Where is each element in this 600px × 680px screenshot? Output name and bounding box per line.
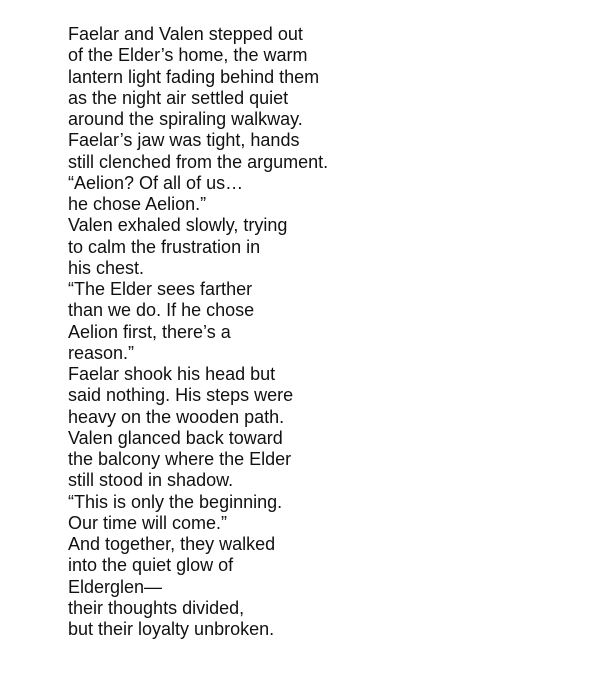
text-line: Valen exhaled slowly, trying <box>68 215 288 236</box>
text-line: Elderglen— <box>68 576 163 597</box>
text-line: said nothing. His steps were <box>68 385 294 406</box>
text-line: heavy on the wooden path. <box>68 406 285 427</box>
text-line: of the Elder’s home, the warm <box>68 45 308 66</box>
text-line: Faelar and Valen stepped out <box>68 24 303 44</box>
text-line: Valen glanced back toward <box>68 427 283 448</box>
text-line: but their loyalty unbroken. <box>68 619 275 639</box>
text-line: still clenched from the argument. <box>68 151 329 172</box>
text-line: And together, they walked <box>68 534 276 554</box>
text-line: “This is only the beginning. <box>68 491 283 512</box>
text-line: his chest. <box>68 257 145 278</box>
text-line: still stood in shadow. <box>68 470 234 491</box>
text-line: Our time will come.” <box>68 512 228 533</box>
text-line: as the night air settled quiet <box>68 87 289 108</box>
text-line: Faelar shook his head but <box>68 364 276 384</box>
text-line: lantern light fading behind them <box>68 66 320 87</box>
text-line: their thoughts divided, <box>68 597 245 618</box>
text-line: into the quiet glow of <box>68 555 234 576</box>
text-line: Aelion first, there’s a <box>68 321 231 342</box>
story-text-block <box>68 24 568 640</box>
text-line: Faelar’s jaw was tight, hands <box>68 130 300 151</box>
text-line: “The Elder sees farther <box>68 279 253 299</box>
text-line: to calm the frustration in <box>68 236 261 257</box>
text-line: than we do. If he chose <box>68 300 255 321</box>
text-line: “Aelion? Of all of us… <box>68 172 244 193</box>
text-line: the balcony where the Elder <box>68 449 292 469</box>
text-line: he chose Aelion.” <box>68 194 207 214</box>
text-line: around the spiraling walkway. <box>68 109 303 129</box>
text-line: reason.” <box>68 342 135 363</box>
